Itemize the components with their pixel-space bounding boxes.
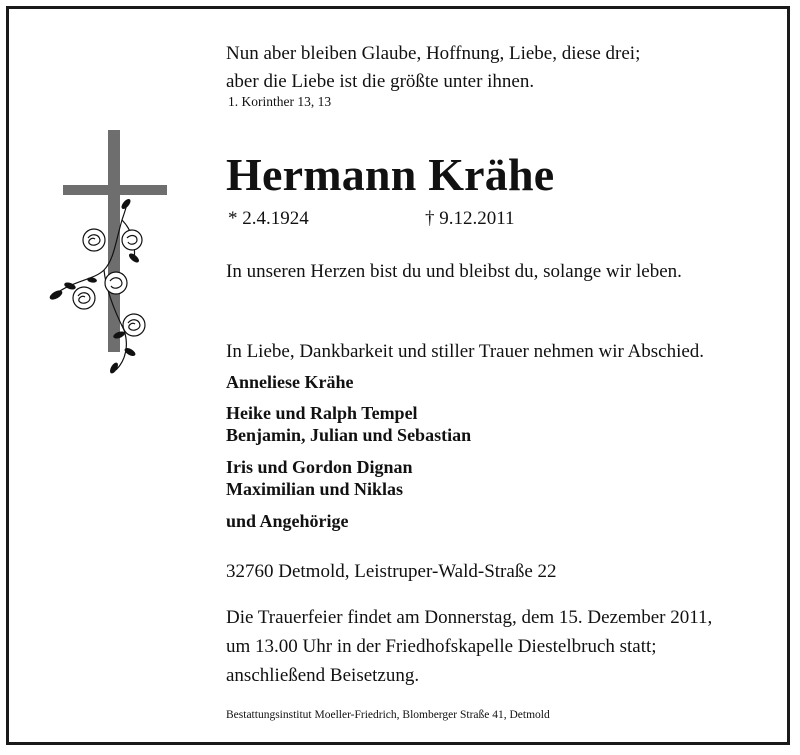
- death-date: † 9.12.2011: [425, 208, 515, 229]
- cross-icon: [63, 130, 167, 352]
- service-line-1: Die Trauerfeier findet am Donnerstag, dem 15. Dezember 2011,: [226, 607, 713, 628]
- service-line-3: anschließend Beisetzung.: [226, 665, 420, 686]
- mourner-family-1-line-1: Heike und Ralph Tempel: [226, 403, 418, 423]
- farewell-line: In Liebe, Dankbarkeit und stiller Trauer nehmen wir Abschied.: [226, 341, 705, 362]
- verse-line-2: aber die Liebe ist die größte unter ihnen.: [226, 71, 535, 92]
- mourner-family-1-line-2: Benjamin, Julian und Sebastian: [226, 425, 472, 445]
- birth-date: * 2.4.1924: [228, 208, 309, 229]
- mourner-family-2-line-2: Maximilian und Niklas: [226, 479, 404, 499]
- verse-reference: 1. Korinther 13, 13: [228, 94, 332, 109]
- verse-line-1: Nun aber bleiben Glaube, Hoffnung, Liebe, diese drei;: [226, 43, 641, 64]
- address: 32760 Detmold, Leistruper-Wald-Straße 22: [226, 561, 557, 582]
- deceased-name: Hermann Krähe: [226, 149, 555, 200]
- service-line-2: um 13.00 Uhr in der Friedhofskapelle Diestelbruch statt;: [226, 636, 657, 657]
- notice-border: [6, 6, 790, 745]
- mourner-family-2-line-1: Iris und Gordon Dignan: [226, 457, 413, 477]
- cross-with-roses-icon: [44, 130, 174, 375]
- memorial-quote: In unseren Herzen bist du und bleibst du, solange wir leben.: [226, 261, 682, 282]
- mourner-spouse: Anneliese Krähe: [226, 372, 354, 392]
- mourner-relatives: und Angehörige: [226, 511, 349, 531]
- funeral-home-footer: Bestattungsinstitut Moeller-Friedrich, Blomberger Straße 41, Detmold: [226, 709, 550, 721]
